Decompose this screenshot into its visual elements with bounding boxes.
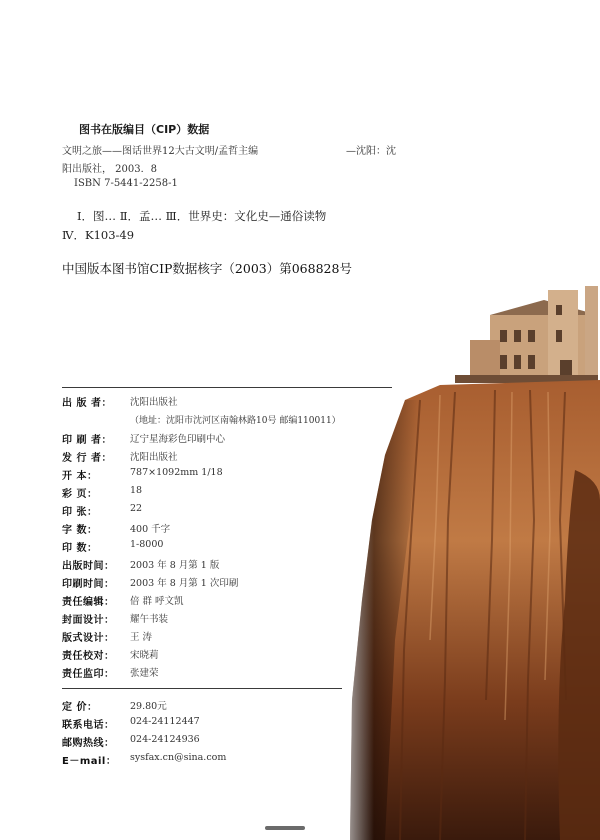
colophon-value: 耀午书装 xyxy=(130,614,169,625)
cip-classification-2: Ⅳ．K103-49 xyxy=(62,228,135,242)
colophon-label: 印 数： xyxy=(62,543,98,554)
colophon-label: 字 数： xyxy=(62,525,98,536)
colophon-value: 2003 年 8 月第 1 版 xyxy=(130,560,220,571)
pricing-label: E－mail： xyxy=(62,756,117,767)
colophon-value: 倍 群 呼文凯 xyxy=(130,596,184,607)
colophon-value: 张建荣 xyxy=(130,668,159,679)
cip-heading: 图书在版编目（CIP）数据 xyxy=(79,123,210,136)
colophon-label: 版式设计： xyxy=(62,633,115,644)
cip-data-number: 中国版本图书馆CIP数据核字（2003）第068828号 xyxy=(62,261,352,276)
colophon-value: 18 xyxy=(130,485,143,496)
colophon-value: 787×1092mm 1/18 xyxy=(130,467,223,478)
pricing-label: 邮购热线： xyxy=(62,738,115,749)
colophon-label: 印刷时间： xyxy=(62,579,115,590)
cip-classification-1: Ⅰ．图… Ⅱ．孟… Ⅲ．世界史：文化史—通俗读物 xyxy=(77,209,327,223)
pricing-value: 29.80元 xyxy=(130,701,167,712)
colophon-label: 开 本： xyxy=(62,471,98,482)
colophon-label: 责任监印： xyxy=(62,669,115,680)
colophon-label: 封面设计： xyxy=(62,615,115,626)
pricing-value: sysfax.cn@sina.com xyxy=(130,752,227,763)
cip-publisher-line: 阳出版社， 2003．8 xyxy=(62,164,157,175)
page-footer-mark xyxy=(265,826,305,830)
pricing-value: 024-24124936 xyxy=(130,734,200,745)
building-shape xyxy=(455,286,598,386)
colophon-label: 出版时间： xyxy=(62,561,115,572)
pricing-value: 024-24112447 xyxy=(130,716,200,727)
divider-bottom xyxy=(62,688,342,689)
pricing-label: 定 价： xyxy=(62,702,98,713)
colophon-label: 发 行 者： xyxy=(62,453,112,464)
colophon-label: 印 刷 者： xyxy=(62,435,112,446)
colophon-label: 责任编辑： xyxy=(62,597,115,608)
colophon-label: 责任校对： xyxy=(62,651,115,662)
cip-title-tail: —沈阳：沈 xyxy=(346,146,396,157)
colophon-value: 王 涛 xyxy=(130,632,153,643)
colophon-value: 沈阳出版社 xyxy=(130,452,178,463)
colophon-value: 辽宁星海彩色印刷中心 xyxy=(130,434,226,445)
colophon-label: 印 张： xyxy=(62,507,98,518)
colophon-value: 1-8000 xyxy=(130,539,164,550)
colophon-label: 出 版 者： xyxy=(62,398,112,409)
divider-top xyxy=(62,387,392,388)
colophon-label: 彩 页： xyxy=(62,489,98,500)
colophon-address: （地址：沈阳市沈河区南翰林路10号 邮编110011） xyxy=(130,416,341,426)
colophon-value: 400 千字 xyxy=(130,524,171,535)
cip-isbn: ISBN 7-5441-2258-1 xyxy=(74,178,178,189)
colophon-value: 沈阳出版社 xyxy=(130,397,178,408)
colophon-value: 2003 年 8 月第 1 次印刷 xyxy=(130,578,239,589)
colophon-value: 宋晓莉 xyxy=(130,650,159,661)
colophon-value: 22 xyxy=(130,503,143,514)
pricing-label: 联系电话： xyxy=(62,720,115,731)
cip-title-line: 文明之旅——图话世界12大古文明/孟哲主编 xyxy=(62,146,259,157)
